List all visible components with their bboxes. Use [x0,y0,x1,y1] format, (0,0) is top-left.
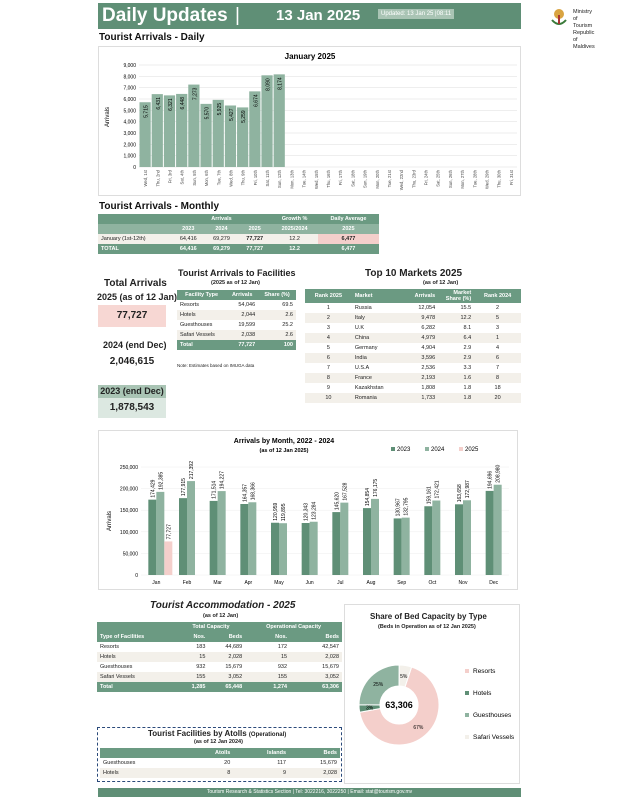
markets-subtitle: (as of 12 Jan) [423,280,459,286]
monthly-h-arrivals: Arrivals [172,214,272,224]
market-row: 10 Romania 1,733 1.8 20 [305,393,521,403]
daily-y-label: Arrivals [105,106,111,128]
daily-bar-label: 5,259 [241,110,248,123]
monthly-chart-svg [99,431,519,591]
daily-chart-svg [99,47,522,197]
daily-x-tick: Mon, 6th [204,170,210,187]
monthly-bar-label: 130,967 [395,498,402,517]
monthly-bar-label: 167,528 [342,482,349,501]
monthly-bar [218,491,226,575]
pie-slice-label: 67% [413,725,424,732]
table-total-row: Total 77,727 100 [177,340,296,350]
monthly-bar-label: 77,727 [166,524,173,540]
monthly-bar [394,518,402,575]
report-date: 13 Jan 2025 [276,7,361,24]
daily-x-tick: Sun, 19th [362,170,368,188]
monthly-bar [156,492,164,575]
market-row: 9 Kazakhstan 1,808 1.8 18 [326,385,501,391]
monthly-bar-label: 192,385 [158,471,165,490]
monthly-bar [332,512,340,575]
monthly-bar [371,499,379,575]
daily-y-tick: 1,000 [123,153,136,160]
accom-h-total: Total Capacity [177,622,246,632]
daily-bar-label: 6,431 [155,97,162,110]
daily-x-tick: Mon, 20th [374,170,380,189]
monthly-y-tick: 50,000 [122,551,138,558]
fac-h-type: Facility Type [177,290,226,300]
monthly-bar-label: 163,658 [457,484,463,503]
ministry-emblem-icon [548,6,570,28]
monthly-x-tick: Mar [213,580,222,586]
monthly-h-daily-sub: 2025 [318,224,379,234]
monthly-x-tick: Sep [397,580,407,586]
monthly-bar [271,523,279,575]
monthly-bar [148,500,156,575]
monthly-bar-label: 159,161 [426,486,433,505]
accom-title: Tourist Accommodation - 2025 [150,600,296,611]
monthly-bar-label: 145,620 [334,492,341,511]
daily-bar-label: 5,715 [143,105,150,118]
monthly-h-2024: 2024 [205,224,238,234]
monthly-bar [279,523,287,575]
pie-chart-svg [345,605,521,785]
monthly-x-tick: Nov [458,580,468,586]
legend-label: 2025 [465,447,479,453]
monthly-bar [179,498,187,575]
daily-x-tick: Sun, 5th [191,170,197,186]
monthly-bar [164,541,172,575]
daily-y-tick: 6,000 [123,97,136,103]
daily-bar-label: 5,427 [228,108,235,122]
daily-bar-label: 5,570 [204,106,211,120]
pie-subtitle: (Beds in Operation as of 12 Jan 2025) [378,624,476,630]
monthly-bar-label: 176,175 [373,478,379,497]
facilities-title: Tourist Arrivals to Facilities [178,268,296,278]
daily-x-tick: Thu, 16th [326,170,331,188]
daily-x-tick: Mon, 27th [460,170,466,189]
pie-slice-label: 3% [365,705,374,712]
monthly-bar [455,504,463,575]
legend-swatch [391,447,395,451]
monthly-y-tick: 100,000 [119,529,138,536]
daily-bar-label: 8,174 [277,77,284,90]
monthly-bar [187,481,195,575]
accom-row: Hotels 15 2,028 15 2,028 [97,652,342,662]
daily-x-tick: Wed, 8th [228,170,234,187]
daily-x-tick: Tue, 21st [386,170,392,188]
monthly-bar-label: 119,895 [281,503,287,522]
pie-legend-label: Guesthouses [473,712,512,719]
pie-center-total: 63,306 [385,700,413,710]
daily-chart-title: January 2025 [284,52,336,61]
daily-x-tick: Tue, 14th [301,170,307,188]
total-2024-label: 2024 (end Dec) [103,340,167,350]
monthly-bar [432,501,440,575]
pie-legend-swatch [465,713,469,717]
pie-legend-swatch [465,691,469,695]
daily-x-tick: Wed, 1st [143,170,149,187]
monthly-h-2023: 2023 [172,224,205,234]
table-row: Guesthouses 19,599 25.2 [180,322,293,328]
daily-x-tick: Sat, 25th [435,170,441,187]
daily-x-tick: Thu, 23rd [411,170,417,188]
total-arrivals-title: Total Arrivals [104,278,167,289]
monthly-row: January (1st-12th) 64,416 69,279 77,727 12.2 6,477 [98,234,379,244]
total-2023-label: 2023 (end Dec) [98,385,166,398]
market-row: 3 U.K 6,282 8.1 3 [326,325,500,331]
daily-x-tick: Wed, 22nd [399,170,405,191]
legend-label: 2023 [397,447,411,453]
monthly-bar-label: 168,366 [250,482,257,501]
monthly-chart [98,430,518,590]
monthly-y-tick: 150,000 [119,508,138,515]
monthly-x-tick: Aug [366,580,376,586]
monthly-bar-label: 194,227 [219,471,226,490]
monthly-y-tick: 250,000 [119,465,138,471]
markets-title: Top 10 Markets 2025 [365,268,463,279]
daily-bar-label: 5,925 [216,102,223,116]
monthly-bar [310,522,318,575]
total-2025-label: 2025 (as of 12 Jan) [97,292,178,302]
total-2023-value: 1,878,543 [98,398,166,418]
pie-legend-swatch [465,735,469,739]
monthly-x-tick: Apr [244,580,253,586]
atolls-subtitle: (as of 12 Jan 2024) [194,739,243,745]
daily-y-tick: 2,000 [123,142,136,149]
daily-x-tick: Tue, 7th [216,170,222,186]
daily-x-tick: Wed, 29th [484,170,490,190]
daily-y-tick: 3,000 [123,131,136,137]
table-row: Resorts 54,046 69.5 [180,302,293,308]
market-row: 7 U.S.A 2,536 3.3 7 [326,365,500,371]
monthly-x-tick: Dec [489,580,499,586]
daily-bar-label: 6,321 [167,98,174,111]
monthly-bar-label: 120,959 [273,502,279,521]
updated-badge: Updated: 13 Jan 25 |08:11 [378,9,454,19]
daily-bar-label: 8,090 [265,78,272,91]
daily-x-tick: Thu, 30th [496,170,502,188]
daily-x-tick: Sat, 11th [265,170,271,187]
monthly-total-row: TOTAL 64,416 69,279 77,727 12.2 6,477 [98,244,379,254]
daily-bar-label: 7,273 [192,87,199,101]
monthly-x-tick: Jan [152,580,161,586]
monthly-bar-label: 123,284 [311,501,318,520]
monthly-bar-label: 120,343 [303,502,310,522]
daily-x-tick: Mon, 13th [289,170,295,189]
accom-subtitle: (as of 12 Jan) [203,613,239,619]
footer: Tourism Research & Statistics Section | Tel: 3022216, 3022250 | Email: stat@tourism.gov.mv [98,788,521,797]
daily-x-tick: Sat, 18th [350,169,356,187]
monthly-bar-label: 132,795 [403,497,410,516]
market-row: 4 China 4,979 6.4 1 [305,333,521,343]
monthly-y-label: Arrivals [107,510,113,532]
ministry-name: Ministry of Tourism Republic of Maldives [573,9,595,50]
daily-y-tick: 5,000 [123,108,136,115]
market-row: 5 Germany 4,904 2.9 4 [326,345,500,351]
daily-x-tick: Fri, 24th [423,170,429,186]
daily-y-tick: 4,000 [123,119,136,126]
facilities-table [177,290,296,350]
daily-bar-label: 6,674 [253,94,260,107]
daily-y-tick: 8,000 [123,74,136,81]
daily-x-tick: Sun, 26th [447,170,453,188]
monthly-x-tick: May [274,580,284,586]
accom-h-oper: Operational Capacity [245,622,342,632]
monthly-bar-label: 172,987 [465,480,471,499]
monthly-x-tick: Jul [337,580,344,586]
daily-y-tick: 7,000 [123,85,136,92]
monthly-x-tick: Jun [305,580,314,586]
pie-legend-label: Resorts [473,668,496,675]
daily-x-tick: Sat, 4th [179,170,185,185]
legend-label: 2024 [431,447,445,453]
monthly-section-title: Tourist Arrivals - Monthly [99,201,220,212]
accom-row: Safari Vessels 155 3,052 155 3,052 [97,672,342,682]
monthly-chart-subtitle: (as of 12 Jan 2025) [259,448,309,454]
monthly-bar [424,506,432,575]
daily-y-tick: 9,000 [123,63,136,69]
daily-x-tick: Thu, 9th [240,170,246,186]
monthly-table [98,214,379,254]
atolls-title: Tourist Facilities by Atolls (Operational) [148,729,287,738]
monthly-x-tick: Feb [182,580,192,586]
markets-table: Rank 2025 Market Arrivals Market Share (%) Rank 2024 1 Russia 12,054 15.5 2 2 Italy 9,478 12.2 5 3 U.K 6,282 8.1 3 4 China 4,979 6.4 1 5 Germany 4,904 2.9 4 6 India 3,596 2.9 6 7 U.S.A 2,536 3.3 7 8 France 2,193 1.6 8 9 Kazakhstan 1,808 1.8 18 10 Romania 1,733 1.8 20 [305,289,521,403]
fac-h-arr: Arrivals [226,290,258,300]
daily-x-tick: Fri, 3rd [167,170,173,184]
daily-x-tick: Tue, 28th [472,170,478,188]
monthly-bar-label: 174,429 [150,479,157,498]
monthly-bar [402,518,410,575]
title-separator: | [235,5,240,26]
daily-x-tick: Sun, 12th [277,170,283,188]
market-row: 2 Italy 9,478 12.2 5 [305,313,521,323]
pie-slice-label: 5% [400,673,408,680]
monthly-x-tick: Oct [428,580,437,586]
daily-x-tick: Fri, 10th [252,170,258,186]
market-row: 1 Russia 12,054 15.5 2 [326,305,500,311]
table-row: Hotels 2,044 2.6 [177,310,296,320]
daily-y-tick: 0 [133,165,136,171]
monthly-h-daily: Daily Average [318,214,379,224]
pie-slice-label: 25% [373,682,384,689]
total-2024-value: 2,046,615 [109,356,155,367]
monthly-h-blank [98,214,172,224]
monthly-bar-label: 172,421 [434,480,441,499]
pie-legend-label: Safari Vessels [473,734,515,741]
table-row: Guesthouses 20 117 15,679 [103,760,337,766]
fac-h-share: Share (%) [258,290,296,300]
monthly-h-2025: 2025 [238,224,271,234]
monthly-bar [363,508,371,575]
accom-table: Total Capacity Operational Capacity Type of Facilities Nos. Beds Nos. Beds Resorts 183 44,689 172 42,547 Hotels 15 2,028 15 2,028 Guesthouses 932 15,679 932 15,679 Safari Vessels 155 3,052 155 3,052 Total 1,285 65,448 1,274 63,306 [97,622,342,692]
legend-swatch [459,447,463,451]
monthly-bar-label: 177,915 [181,478,187,497]
daily-x-tick: Fri, 31st [508,170,514,186]
monthly-bar-label: 194,696 [487,470,494,489]
daily-chart [98,46,521,196]
facilities-note: Note: Estimates based on IMUGA data [177,363,255,368]
legend-swatch [425,447,429,451]
monthly-y-tick: 200,000 [119,486,138,493]
daily-x-tick: Fri, 17th [338,170,344,186]
monthly-bar-label: 208,980 [495,464,502,483]
monthly-bar [240,504,248,575]
page-title: Daily Updates [102,5,228,26]
pie-legend-swatch [465,669,469,673]
table-row: Safari Vessels 2,038 2.6 [177,330,296,340]
monthly-bar [463,500,471,575]
daily-bar-label: 6,448 [180,96,187,110]
table-row: Hotels 8 9 2,028 [100,768,340,778]
monthly-bar-label: 154,854 [365,488,371,507]
market-row: 6 India 3,596 2.9 6 [305,353,521,363]
monthly-bar [302,523,310,575]
monthly-bar [494,485,502,575]
monthly-bar-label: 217,392 [189,461,195,480]
monthly-bar [340,503,348,575]
monthly-h-growth: Growth % [271,214,318,224]
monthly-bar-label: 164,357 [242,483,249,502]
atolls-table: Atolls Islands Beds Guesthouses 20 117 15,679 Hotels 8 9 2,028 [100,748,340,778]
total-2025-value: 77,727 [98,305,166,327]
pie-legend-label: Hotels [473,690,492,697]
facilities-subtitle: (2025 as of 12 Jan) [211,280,260,286]
daily-section-title: Tourist Arrivals - Daily [99,32,205,43]
pie-title: Share of Bed Capacity by Type [370,612,487,621]
pie-chart [344,604,520,784]
monthly-bar [248,502,256,575]
monthly-y-tick: 0 [135,573,138,579]
monthly-bar [486,491,494,575]
monthly-chart-title: Arrivals by Month, 2022 - 2024 [233,438,335,445]
accom-row: Resorts 183 44,689 172 42,547 [100,644,339,650]
daily-x-tick: Thu, 2nd [155,170,161,187]
daily-x-tick: Wed, 15th [313,170,319,190]
table-total-row: Total 1,285 65,448 1,274 63,306 [97,682,342,692]
accom-row: Guesthouses 932 15,679 932 15,679 [100,664,339,670]
monthly-h-growth-sub: 2025/2024 [271,224,318,234]
monthly-bar-label: 171,514 [211,480,218,499]
monthly-bar [210,501,218,575]
market-row: 8 France 2,193 1.6 8 [305,373,521,383]
